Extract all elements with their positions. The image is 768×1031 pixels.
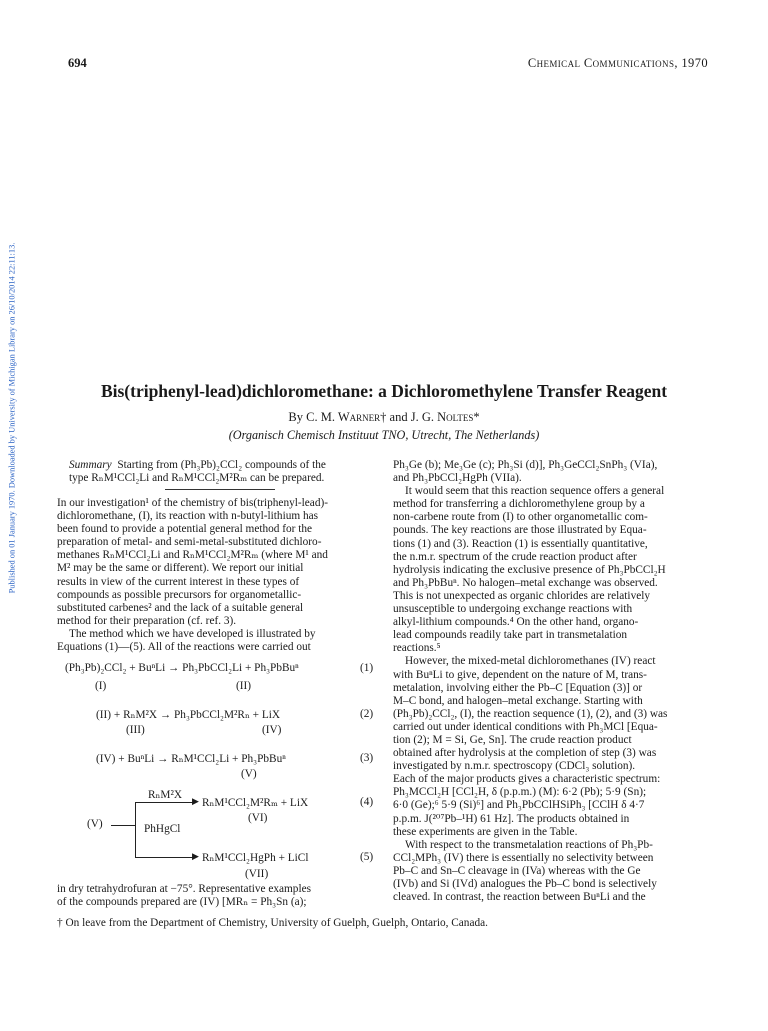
body-line: lead compounds readily take part in transmetalation: [393, 629, 628, 642]
equation-4: RₙM¹CCl₂M²Rₘ + LiX: [202, 797, 309, 809]
download-notice-text: Published on 01 January 1970. Downloaded by University of Michigan Library on 26/10/2014 22:11:13.: [7, 242, 17, 593]
body-line: pounds. The key reactions are those illustrated by Equa-: [393, 524, 647, 537]
equation-4-number: (4): [360, 796, 374, 808]
arrow-5-line: [135, 857, 195, 858]
body-line: The method which we have developed is illustrated by: [69, 627, 316, 640]
affiliation: (Organisch Chemisch Instituut TNO, Utrecht, The Netherlands): [228, 428, 540, 442]
body-line: M² may be the same or different). We report our initial: [57, 562, 304, 575]
body-line: substituted carbenes² and the lack of a suitable general: [57, 601, 304, 614]
body-line: and Ph₃PbBuⁿ. No halogen–metal exchange was observed.: [393, 576, 658, 589]
body-line: preparation of metal- and semi-metal-substituted dichloro-: [57, 536, 322, 549]
label-V-start: (V): [87, 818, 103, 830]
body-line: Each of the major products gives a characteristic spectrum:: [393, 773, 661, 786]
and-label: and: [389, 410, 408, 424]
summary: [57, 459, 377, 485]
reagent-4: RₙM²X: [148, 789, 183, 801]
body-line: been found to provide a potential general method for the: [57, 523, 313, 536]
body-line: Equations (1)—(5). All of the reactions were carried out: [57, 641, 311, 654]
equation-3-number: (3): [360, 752, 374, 764]
body-line: M–C bond, and halogen–metal exchange. Starting with: [393, 694, 643, 707]
equation-1: (Ph₃Pb)₂CCl₂ + BuⁿLi → Ph₃PbCCl₂Li + Ph₃PbBuⁿ: [65, 662, 299, 674]
body-line: the n.m.r. spectrum of the crude reaction product after: [393, 550, 637, 563]
body-line: obtained after hydrolysis at the completion of step (3) was: [393, 747, 657, 760]
body-line: and Ph₃PbCCl₂HgPh (VIIa).: [393, 472, 522, 485]
body-line: in dry tetrahydrofuran at −75°. Representative examples: [57, 883, 311, 895]
summary-line-2: type RₙM¹CCl₂Li and RₙM¹CCl₂M²Rₘ can be prepared.: [69, 472, 325, 485]
body-line: of the compounds prepared are (IV) [MRₙ = Ph₃Sn (a);: [57, 896, 307, 909]
body-line: unsusceptible to undergoing exchange reactions with: [393, 603, 633, 616]
page-number: 694: [68, 56, 87, 70]
equation-3: (IV) + BuⁿLi → RₙM¹CCl₂Li + Ph₃PbBuⁿ: [96, 753, 286, 765]
body-line: hydrolysis indicating the exclusive presence of Ph₃PbCCl₂H: [393, 563, 666, 576]
body-line: dichloromethane, (I), its reaction with n-butyl-lithium has: [57, 510, 319, 523]
body-line: method for their preparation (cf. ref. 3).: [57, 614, 237, 627]
summary-divider: [165, 489, 275, 490]
author-noltes: J. G. Noltes*: [410, 410, 480, 424]
body-line: carried out under identical conditions with Ph₃MCl [Equa-: [393, 720, 658, 733]
body-line: Pb–C and Sn–C cleavage in (IVa) whereas with the Ge: [393, 864, 641, 877]
body-line: (IVb) and Si (IVd) analogues the Pb–C bond is selectively: [393, 878, 657, 890]
equation-5: RₙM¹CCl₂HgPh + LiCl: [202, 852, 309, 864]
body-line: It would seem that this reaction sequence offers a general: [405, 485, 665, 498]
body-line: method for transferring a dichloromethylene group by a: [393, 498, 645, 511]
summary-label: Summary: [69, 459, 112, 471]
body-line: methanes RₙM¹CCl₂Li and RₙM¹CCl₂M²Rₘ (where M¹ and: [57, 549, 328, 562]
label-VII: (VII): [245, 868, 269, 880]
reagent-5: PhHgCl: [144, 823, 181, 835]
author-warner: C. M. Warner†: [306, 410, 387, 424]
body-line: With respect to the transmetalation reactions of Ph₃Pb-: [405, 838, 653, 851]
body-line: Ph₃Ge (b); Me₃Ge (c); Ph₃Si (d)], Ph₃GeCCl₂SnPh₃ (VIa),: [393, 459, 658, 471]
left-tail: [57, 883, 377, 909]
body-line: non-carbene route from (I) to other organometallic com-: [393, 511, 648, 524]
body-line: with BuⁿLi to give, dependent on the nature of M, trans-: [393, 668, 647, 681]
arrow-4-head-icon: ▶: [192, 796, 199, 806]
body-line: 6·0 (Ge);⁶ 5·9 (Si)⁶] and Ph₃PbCClHSiPh₃ [CClH δ 4·7: [393, 799, 645, 812]
label-VI: (VI): [248, 812, 268, 824]
body-line: alkyl-lithium compounds.⁴ On the other hand, organo-: [393, 616, 639, 629]
download-notice[interactable]: [4, 190, 20, 645]
body-line: metalation, involving either the Pb–C [Equation (3)] or: [393, 681, 643, 694]
body-line: Ph₃MCCl₂H [CCl₂H, δ (p.p.m.) (M): 6·2 (Pb); 5·9 (Sn);: [393, 786, 647, 799]
body-line: investigated by n.m.r. spectroscopy (CDCl₃ solution).: [393, 760, 636, 773]
summary-line-1: Starting from (Ph₃Pb)₂CCl₂ compounds of the: [117, 459, 326, 471]
label-II: (II): [236, 680, 252, 692]
equation-2-number: (2): [360, 708, 374, 720]
label-IV: (IV): [262, 724, 282, 736]
by-label: By: [288, 410, 304, 424]
journal-name: Chemical Communications, 1970: [527, 56, 708, 70]
body-line: p.p.m. J(²⁰⁷Pb–¹H) 61 Hz]. The products obtained in: [393, 812, 630, 825]
body-line: cleaved. In contrast, the reaction between BuⁿLi and the: [393, 891, 646, 904]
body-line: (Ph₃Pb)₂CCl₂, (I), the reaction sequence (1), (2), and (3) was: [393, 707, 668, 720]
equation-5-number: (5): [360, 851, 374, 863]
body-line: results in view of the current interest in these types of: [57, 575, 300, 588]
body-line: these experiments are given in the Table.: [393, 825, 578, 838]
branch-bracket: [135, 802, 136, 857]
body-line: In our investigation¹ of the chemistry of bis(triphenyl-lead)-: [57, 497, 328, 509]
label-I: (I): [95, 680, 107, 692]
label-V: (V): [241, 768, 257, 780]
article-title: Bis(triphenyl-lead)dichloromethane: a Dichloromethylene Transfer Reagent: [100, 381, 668, 401]
body-line: CCl₂MPh₃ (IV) there is essentially no selectivity between: [393, 851, 654, 864]
body-line: However, the mixed-metal dichloromethanes (IV) react: [405, 655, 656, 668]
right-body: [393, 459, 713, 904]
equation-2: (II) + RₙM²X → Ph₃PbCCl₂M²Rₙ + LiX: [96, 709, 281, 721]
arrow-4-line: [135, 802, 195, 803]
body-line: tions (1) and (3). Reaction (1) is essentially quantitative,: [393, 537, 648, 550]
left-body: [57, 497, 377, 654]
authors: [60, 410, 708, 425]
arrow-5-head-icon: ▶: [192, 851, 199, 861]
label-III: (III): [126, 724, 145, 736]
body-line: This is not unexpected as organic chlorides are relatively: [393, 589, 651, 602]
body-line: compounds as possible precursors for organometallic-: [57, 588, 302, 601]
footnote: † On leave from the Department of Chemistry, University of Guelph, Guelph, Ontario, Canada.: [57, 917, 488, 929]
branch-stem: [111, 825, 135, 826]
body-line: tion (2); M = Si, Ge, Sn]. The crude reaction product: [393, 733, 632, 746]
equation-1-number: (1): [360, 662, 374, 674]
body-line: reactions.⁵: [393, 642, 441, 655]
